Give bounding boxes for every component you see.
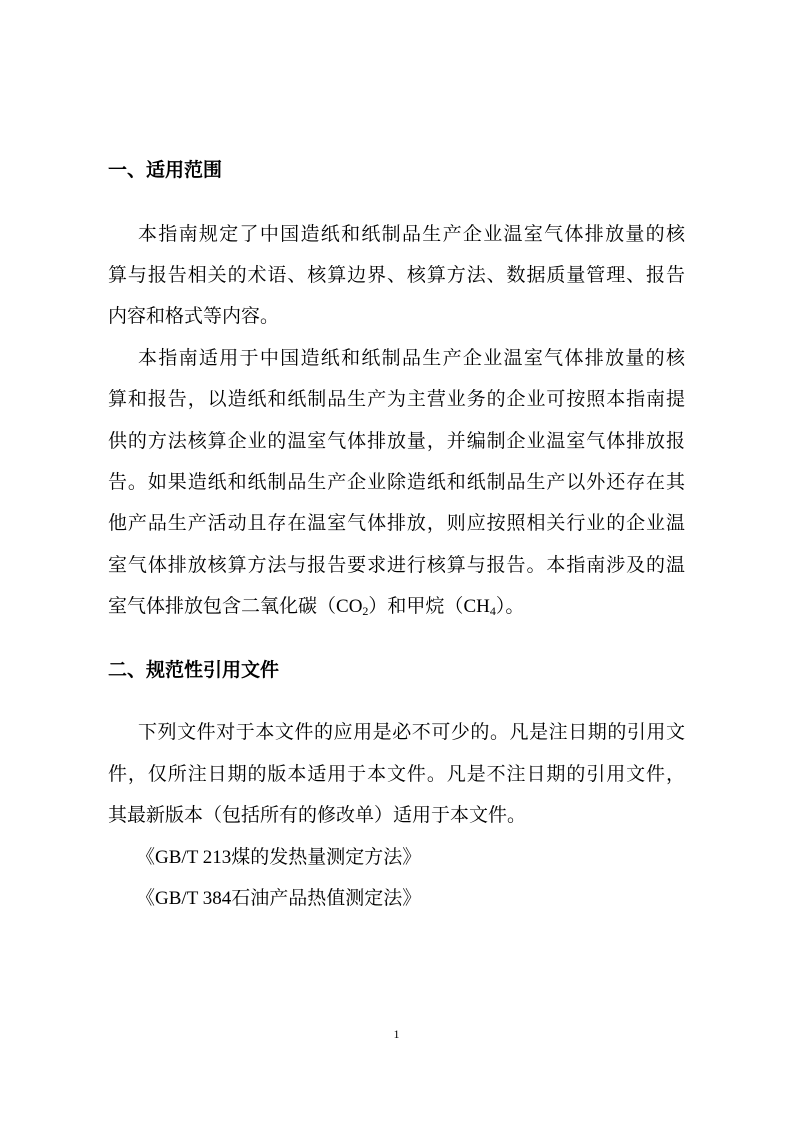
chemical-formula-co2: $CO_2$ [336, 596, 369, 618]
paragraph-line: 本指南适用于中国造纸和纸制品生产企业温室气体排放量的核 [138, 347, 685, 369]
paragraph-line: 本指南规定了中国造纸和纸制品生产企业温室气体排放量的核 [138, 223, 685, 245]
section-heading-normative-references: 二、规范性引用文件 [108, 659, 280, 681]
paragraph-line: 内容和格式等内容。 [108, 305, 280, 327]
paragraph-line-with-formulas [108, 594, 685, 619]
standard-title: 石油产品热值测定法》 [231, 887, 422, 909]
paragraph-line: 下列文件对于本文件的应用是必不可少的。凡是注日期的引用文 [138, 721, 685, 743]
standard-code: GB/T 384 [155, 888, 232, 909]
chemical-formula-ch4: $CH_4$ [463, 596, 496, 618]
paragraph-line: 件，仅所注日期的版本适用于本文件。凡是不注日期的引用文件， [108, 763, 685, 785]
paragraph-line: 算和报告，以造纸和纸制品生产为主营业务的企业可按照本指南提 [108, 388, 685, 410]
text-segment: 室气体排放包含二氧化碳（ [108, 595, 337, 617]
text-segment: ）和甲烷（ [368, 595, 464, 617]
paragraph-line: 告。如果造纸和纸制品生产企业除造纸和纸制品生产以外还存在其 [108, 471, 685, 493]
page-number: 1 [393, 1027, 400, 1041]
reference-item: 《GB/T 213煤的发热量测定方法》 [136, 846, 422, 868]
paragraph-line: 他产品生产活动且存在温室气体排放，则应按照相关行业的企业温 [108, 512, 685, 534]
paragraph-line: 算与报告相关的术语、核算边界、核算方法、数据质量管理、报告 [108, 264, 685, 286]
standard-title: 煤的发热量测定方法》 [231, 846, 422, 868]
reference-item: 《GB/T 384石油产品热值测定法》 [136, 887, 422, 909]
paragraph-line: 供的方法核算企业的温室气体排放量，并编制企业温室气体排放报 [108, 430, 685, 452]
section-heading-scope: 一、适用范围 [108, 159, 223, 181]
paragraph-line: 其最新版本（包括所有的修改单）适用于本文件。 [108, 804, 527, 826]
text-segment: ）。 [495, 595, 525, 617]
paragraph-line: 室气体排放核算方法与报告要求进行核算与报告。本指南涉及的温 [108, 554, 685, 576]
standard-code: GB/T 213 [155, 847, 232, 868]
